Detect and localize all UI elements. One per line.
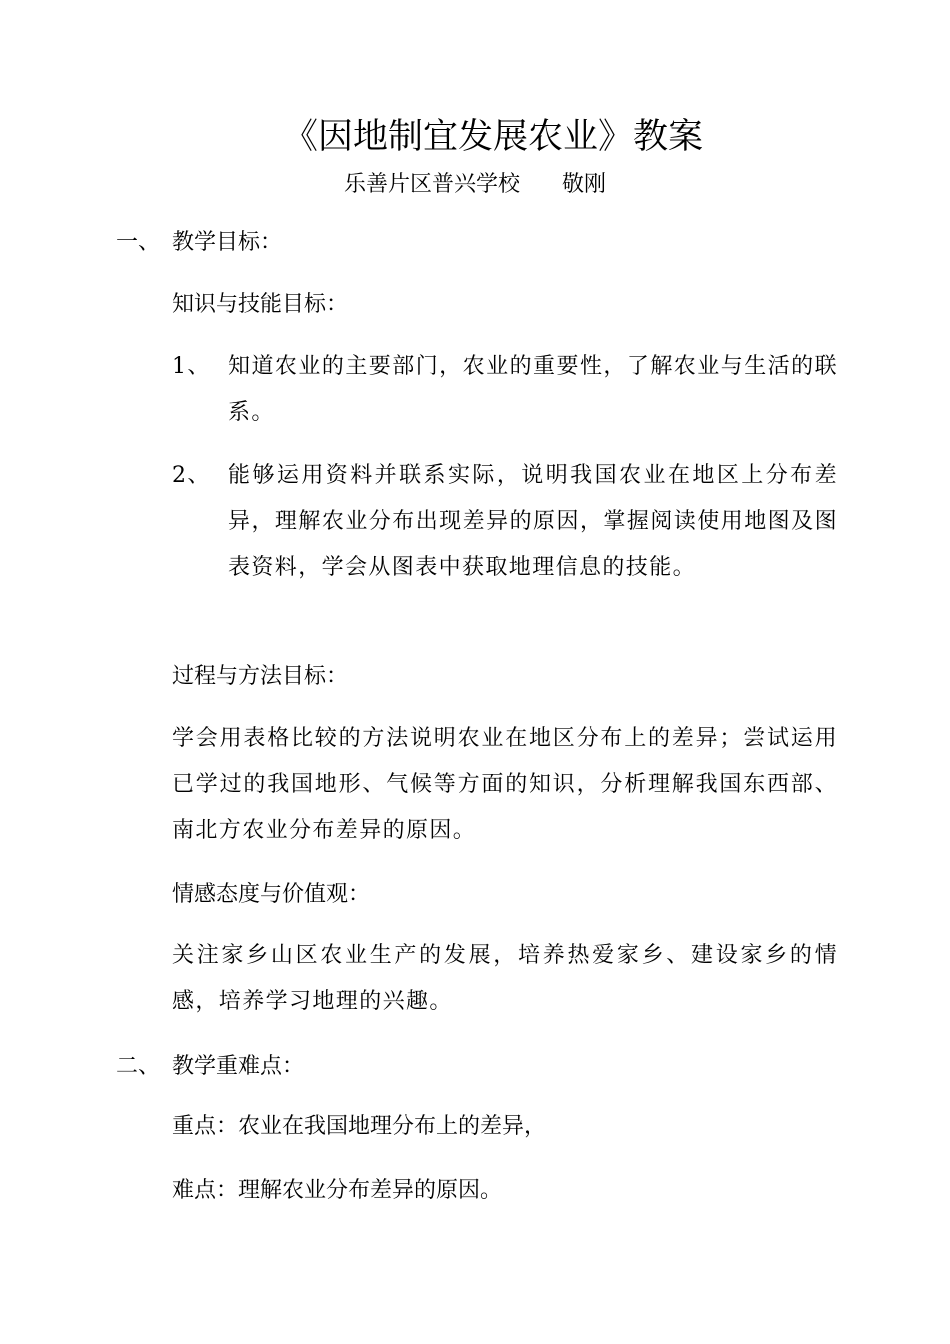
document-title: 《因地制宜发展农业》教案 bbox=[282, 117, 703, 157]
list-item-number: 2、 bbox=[172, 463, 211, 488]
process-paragraph: 学会用表格比较的方法说明农业在地区分布上的差异；尝试运用已学过的我国地形、气候等方面的知识，分析理解我国东西部、南北方农业分布差异的原因。 bbox=[172, 726, 838, 843]
section-title: 教学目标： bbox=[172, 230, 283, 255]
section-heading-objectives bbox=[116, 226, 282, 260]
knowledge-heading: 知识与技能目标： bbox=[172, 292, 349, 317]
list-item-text: 能够运用资料并联系实际，说明我国农业在地区上分布差异，理解农业分布出现差异的原因，掌握阅读使用地图及图表资料，学会从图表中获取地理信息的技能。 bbox=[228, 463, 838, 580]
list-item-number: 1、 bbox=[172, 354, 211, 379]
emotion-paragraph: 关注家乡山区农业生产的发展，培养热爱家乡、建设家乡的情感，培养学习地理的兴趣。 bbox=[172, 943, 838, 1014]
section-heading-key-points bbox=[116, 1050, 304, 1084]
section-number: 二、 bbox=[116, 1054, 161, 1079]
emotion-heading: 情感态度与价值观： bbox=[172, 882, 371, 907]
key-point-line: 重点：农业在我国地理分布上的差异， bbox=[172, 1114, 547, 1139]
list-item-text: 知道农业的主要部门，农业的重要性，了解农业与生活的联系。 bbox=[228, 354, 838, 425]
list-item bbox=[172, 453, 838, 591]
author-name: 敬刚 bbox=[562, 172, 607, 197]
difficult-point-line: 难点：理解农业分布差异的原因。 bbox=[172, 1178, 503, 1203]
school-name: 乐善片区普兴学校 bbox=[343, 172, 520, 197]
process-heading: 过程与方法目标： bbox=[172, 664, 349, 689]
byline bbox=[0, 168, 950, 202]
section-number: 一、 bbox=[116, 230, 161, 255]
list-item bbox=[172, 344, 838, 436]
section-title: 教学重难点： bbox=[172, 1054, 305, 1079]
